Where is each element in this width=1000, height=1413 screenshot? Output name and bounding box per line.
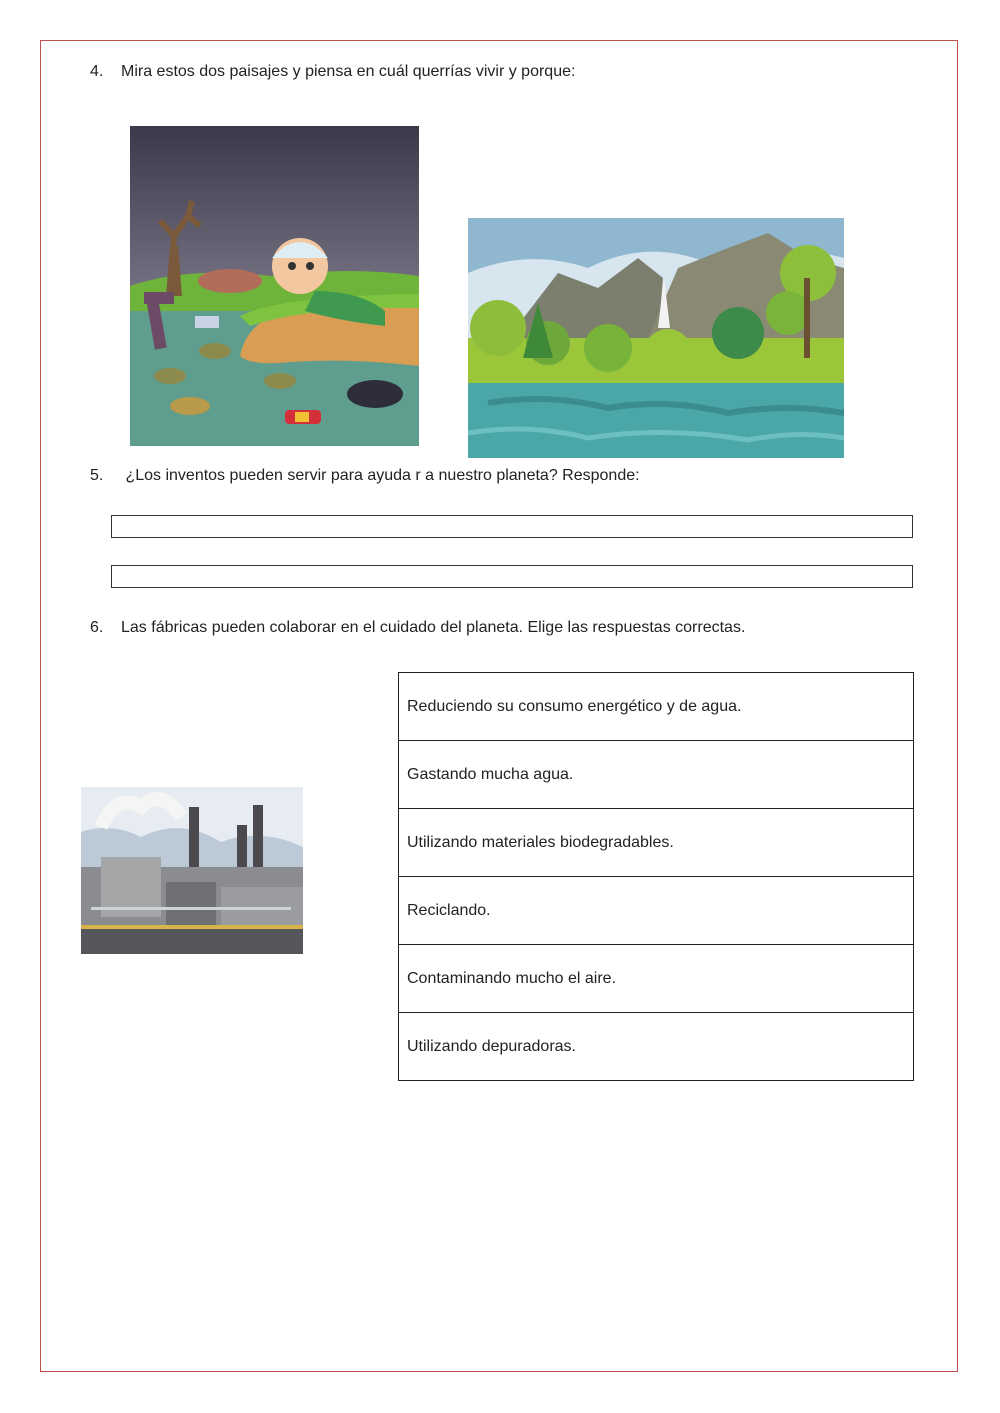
question-5-number: 5.: [90, 467, 104, 484]
option-4[interactable]: Reciclando.: [399, 877, 914, 945]
option-row[interactable]: [399, 809, 914, 877]
option-6[interactable]: Utilizando depuradoras.: [399, 1013, 914, 1081]
question-6-number: 6.: [90, 619, 104, 636]
question-6-text: Las fábricas pueden colaborar en el cuidado del planeta. Elige las respuestas correctas.: [121, 619, 746, 636]
answer-options-table: [398, 672, 914, 1081]
option-2[interactable]: Gastando mucha agua.: [399, 741, 914, 809]
question-4-number: 4.: [90, 63, 104, 80]
question-5: [90, 466, 640, 486]
option-3[interactable]: Utilizando materiales biodegradables.: [399, 809, 914, 877]
option-row[interactable]: [399, 877, 914, 945]
answer-field-1[interactable]: [111, 515, 913, 538]
answer-field-2[interactable]: [111, 565, 913, 588]
question-4: [90, 62, 575, 82]
question-5-text: ¿Los inventos pueden servir para ayuda r a nuestro planeta? Responde:: [121, 467, 640, 484]
option-row[interactable]: [399, 1013, 914, 1081]
option-row[interactable]: [399, 741, 914, 809]
option-1[interactable]: Reduciendo su consumo energético y de agua.: [399, 673, 914, 741]
option-row[interactable]: [399, 945, 914, 1013]
polluted-landscape-image: [130, 126, 419, 446]
option-5[interactable]: Contaminando mucho el aire.: [399, 945, 914, 1013]
option-row[interactable]: [399, 673, 914, 741]
factory-image: [81, 787, 303, 954]
question-6: [90, 618, 745, 638]
clean-landscape-image: [468, 218, 844, 458]
question-4-text: Mira estos dos paisajes y piensa en cuál querrías vivir y porque:: [121, 63, 576, 80]
